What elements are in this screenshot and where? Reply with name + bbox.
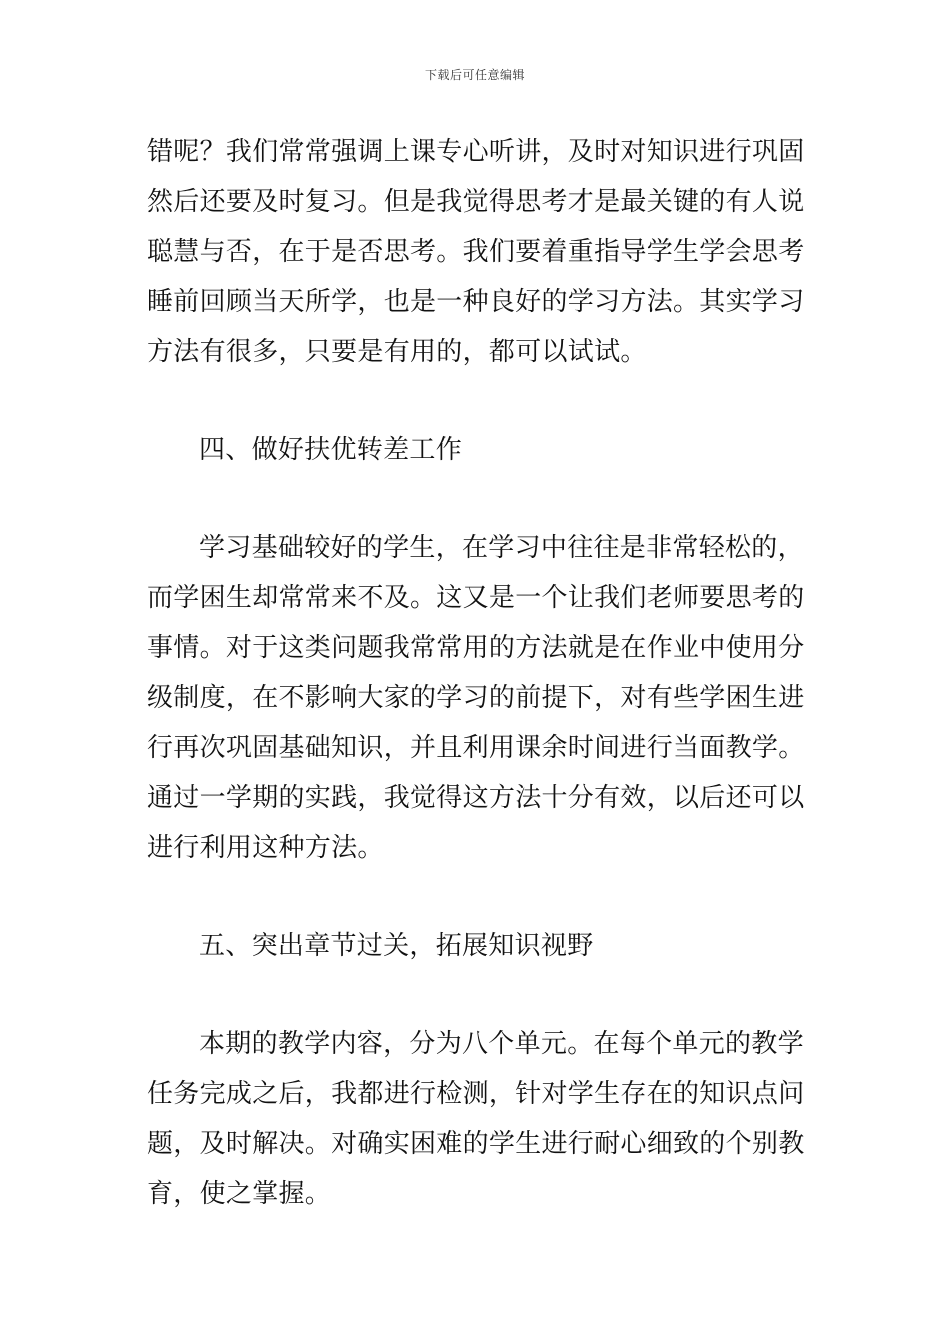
section-heading-4 [147, 425, 812, 475]
text-line: 而学困生却常常来不及。这又是一个让我们老师要思考的 [147, 583, 805, 613]
heading-text: 五、突出章节过关，拓展知识视野 [199, 931, 594, 961]
document-body [147, 127, 812, 1219]
text-line: 事情。对于这类问题我常常用的方法就是在作业中使用分 [147, 633, 805, 663]
text-line: 通过一学期的实践，我觉得这方法十分有效，以后还可以 [147, 783, 805, 813]
heading-text: 四、做好扶优转差工作 [199, 435, 463, 465]
text-line: 错呢？我们常常强调上课专心听讲，及时对知识进行巩固 [147, 137, 805, 167]
text-line: 然后还要及时复习。但是我觉得思考才是最关键的有人说 [147, 187, 805, 217]
text-line: 聪慧与否，在于是否思考。我们要着重指导学生学会思考 [147, 237, 805, 267]
text-line: 行再次巩固基础知识，并且利用课余时间进行当面教学。 [147, 733, 805, 763]
paragraph-1 [147, 127, 812, 377]
text-line: 进行利用这种方法。 [147, 833, 384, 863]
header-note: 下载后可任意编辑 [424, 68, 525, 82]
paragraph-2 [147, 523, 812, 873]
text-line: 睡前回顾当天所学，也是一种良好的学习方法。其实学习 [147, 287, 805, 317]
paragraph-3 [147, 1019, 812, 1219]
text-line: 本期的教学内容，分为八个单元。在每个单元的教学 [199, 1029, 804, 1059]
text-line: 育，使之掌握。 [147, 1179, 332, 1209]
text-line: 方法有很多，只要是有用的，都可以试试。 [147, 337, 647, 367]
text-line: 任务完成之后，我都进行检测，针对学生存在的知识点问 [147, 1079, 805, 1109]
text-line: 级制度，在不影响大家的学习的前提下，对有些学困生进 [147, 683, 805, 713]
section-heading-5 [147, 921, 812, 971]
text-line: 学习基础较好的学生，在学习中往往是非常轻松的， [199, 533, 804, 563]
text-line: 题，及时解决。对确实困难的学生进行耐心细致的个别教 [147, 1129, 805, 1159]
